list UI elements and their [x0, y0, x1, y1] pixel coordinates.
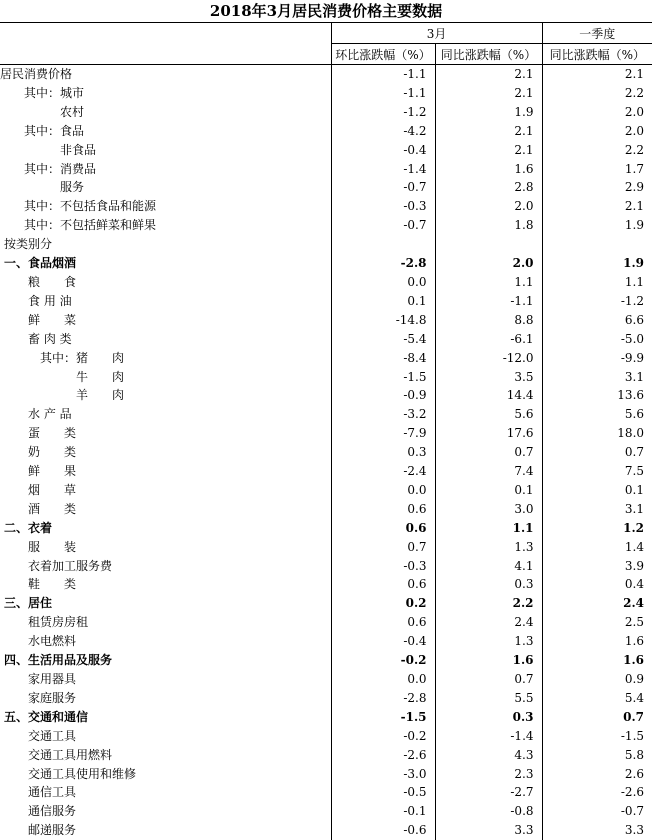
row-label-cell — [0, 632, 331, 651]
yoy-value: 7.4 — [435, 462, 542, 481]
table-row — [0, 783, 652, 802]
row-label: 酒 类 — [28, 500, 76, 519]
row-label-cell — [0, 783, 331, 802]
row-label-cell — [0, 708, 331, 727]
row-label-cell — [0, 424, 331, 443]
row-label: 鞋 类 — [28, 575, 76, 594]
header-month: 3月 — [331, 23, 542, 44]
table-row — [0, 292, 652, 311]
header-blank — [0, 23, 331, 44]
quarter-yoy-value: 3.3 — [542, 821, 652, 840]
mom-value: 0.3 — [331, 443, 435, 462]
mom-value: -8.4 — [331, 349, 435, 368]
table-row — [0, 481, 652, 500]
quarter-yoy-value: 7.5 — [542, 462, 652, 481]
row-label: 鲜 果 — [28, 462, 76, 481]
quarter-yoy-value: 2.5 — [542, 613, 652, 632]
row-label-cell — [0, 802, 331, 821]
table-row — [0, 84, 652, 103]
table-row — [0, 141, 652, 160]
row-label-cell — [0, 405, 331, 424]
mom-value: -2.4 — [331, 462, 435, 481]
quarter-yoy-value: 13.6 — [542, 386, 652, 405]
yoy-value: 2.0 — [435, 197, 542, 216]
row-label: 其中：不包括鲜菜和鲜果 — [24, 216, 156, 235]
table-row — [0, 405, 652, 424]
mom-value: -1.5 — [331, 708, 435, 727]
row-label-cell — [0, 689, 331, 708]
quarter-yoy-value — [542, 235, 652, 254]
row-label: 家用器具 — [28, 670, 76, 689]
header-quarter-yoy: 同比涨跌幅（%） — [542, 44, 652, 65]
row-label: 水 产 品 — [28, 405, 72, 424]
quarter-yoy-value: -1.5 — [542, 727, 652, 746]
mom-value: -4.2 — [331, 122, 435, 141]
mom-value: -0.9 — [331, 386, 435, 405]
row-label: 水电燃料 — [28, 632, 76, 651]
yoy-value: 1.1 — [435, 273, 542, 292]
mom-value: -1.2 — [331, 103, 435, 122]
row-label: 交通工具使用和维修 — [28, 765, 136, 784]
row-label: 牛 肉 — [76, 368, 124, 387]
mom-value: -3.0 — [331, 765, 435, 784]
row-label: 农村 — [60, 103, 84, 122]
row-label-cell — [0, 500, 331, 519]
quarter-yoy-value: 0.7 — [542, 708, 652, 727]
table-body — [0, 65, 652, 840]
table-row — [0, 311, 652, 330]
row-label-cell — [0, 311, 331, 330]
table-row — [0, 765, 652, 784]
table-row — [0, 122, 652, 141]
mom-value: -0.1 — [331, 802, 435, 821]
yoy-value: 1.3 — [435, 632, 542, 651]
mom-value: -14.8 — [331, 311, 435, 330]
yoy-value: 2.8 — [435, 178, 542, 197]
mom-value: -5.4 — [331, 330, 435, 349]
row-label-cell — [0, 651, 331, 670]
row-label: 二、衣着 — [4, 519, 52, 538]
yoy-value: 3.3 — [435, 821, 542, 840]
row-label: 蛋 类 — [28, 424, 76, 443]
quarter-yoy-value: 1.6 — [542, 651, 652, 670]
table-row — [0, 254, 652, 273]
table-row — [0, 708, 652, 727]
yoy-value: 14.4 — [435, 386, 542, 405]
mom-value: -0.2 — [331, 651, 435, 670]
header-row-1 — [0, 23, 652, 44]
yoy-value: 1.8 — [435, 216, 542, 235]
row-label: 其中：猪 肉 — [40, 349, 124, 368]
quarter-yoy-value: 2.0 — [542, 122, 652, 141]
row-label: 羊 肉 — [76, 386, 124, 405]
yoy-value: -1.4 — [435, 727, 542, 746]
row-label: 非食品 — [60, 141, 96, 160]
yoy-value: 1.9 — [435, 103, 542, 122]
quarter-yoy-value: 5.6 — [542, 405, 652, 424]
table-row — [0, 178, 652, 197]
table-row — [0, 500, 652, 519]
yoy-value: 0.7 — [435, 443, 542, 462]
quarter-yoy-value: 3.1 — [542, 368, 652, 387]
row-label-cell — [0, 746, 331, 765]
mom-value: 0.1 — [331, 292, 435, 311]
row-label-cell — [0, 141, 331, 160]
quarter-yoy-value: -5.0 — [542, 330, 652, 349]
yoy-value: -0.8 — [435, 802, 542, 821]
quarter-yoy-value: 6.6 — [542, 311, 652, 330]
table-row — [0, 613, 652, 632]
mom-value: -0.5 — [331, 783, 435, 802]
row-label-cell — [0, 178, 331, 197]
yoy-value: -2.7 — [435, 783, 542, 802]
row-label-cell — [0, 462, 331, 481]
row-label-cell — [0, 273, 331, 292]
row-label: 通信服务 — [28, 802, 76, 821]
yoy-value: 2.1 — [435, 65, 542, 84]
row-label-cell — [0, 216, 331, 235]
quarter-yoy-value: 0.4 — [542, 575, 652, 594]
cpi-table — [0, 22, 652, 840]
row-label: 交通工具用燃料 — [28, 746, 112, 765]
yoy-value: 2.0 — [435, 254, 542, 273]
mom-value: 0.0 — [331, 273, 435, 292]
quarter-yoy-value: 0.9 — [542, 670, 652, 689]
yoy-value: 3.0 — [435, 500, 542, 519]
row-label: 其中：不包括食品和能源 — [24, 197, 156, 216]
mom-value: -0.7 — [331, 178, 435, 197]
quarter-yoy-value: 1.7 — [542, 160, 652, 179]
mom-value: -2.8 — [331, 254, 435, 273]
row-label: 奶 类 — [28, 443, 76, 462]
mom-value: -1.5 — [331, 368, 435, 387]
table-row — [0, 575, 652, 594]
yoy-value: -1.1 — [435, 292, 542, 311]
row-label: 一、食品烟酒 — [4, 254, 76, 273]
row-label: 其中：食品 — [24, 122, 84, 141]
row-label: 其中：城市 — [24, 84, 84, 103]
table-row — [0, 689, 652, 708]
header-quarter: 一季度 — [542, 23, 652, 44]
table-row — [0, 821, 652, 840]
table-row — [0, 594, 652, 613]
table-row — [0, 651, 652, 670]
row-label-cell — [0, 65, 331, 84]
mom-value: -2.8 — [331, 689, 435, 708]
row-label: 服务 — [60, 178, 84, 197]
row-label: 按类别分 — [4, 235, 52, 254]
yoy-value: 1.6 — [435, 160, 542, 179]
row-label-cell — [0, 386, 331, 405]
quarter-yoy-value: 2.0 — [542, 103, 652, 122]
mom-value: -0.4 — [331, 632, 435, 651]
page-title: 2018年3月居民消费价格主要数据 — [0, 2, 652, 20]
table-row — [0, 538, 652, 557]
row-label-cell — [0, 727, 331, 746]
mom-value: -0.6 — [331, 821, 435, 840]
row-label: 居民消费价格 — [0, 65, 72, 84]
yoy-value: 2.1 — [435, 122, 542, 141]
table-row — [0, 65, 652, 84]
yoy-value: 4.3 — [435, 746, 542, 765]
header-blank-2 — [0, 44, 331, 65]
row-label-cell — [0, 292, 331, 311]
quarter-yoy-value: 1.2 — [542, 519, 652, 538]
row-label: 粮 食 — [28, 273, 76, 292]
table-row — [0, 103, 652, 122]
row-label-cell — [0, 821, 331, 840]
row-label-cell — [0, 368, 331, 387]
quarter-yoy-value: 0.1 — [542, 481, 652, 500]
table-row — [0, 462, 652, 481]
quarter-yoy-value: 2.2 — [542, 141, 652, 160]
yoy-value: 1.3 — [435, 538, 542, 557]
row-label-cell — [0, 160, 331, 179]
mom-value: 0.0 — [331, 481, 435, 500]
table-row — [0, 273, 652, 292]
quarter-yoy-value: 2.4 — [542, 594, 652, 613]
table-row — [0, 216, 652, 235]
quarter-yoy-value: 2.9 — [542, 178, 652, 197]
row-label-cell — [0, 765, 331, 784]
row-label: 四、生活用品及服务 — [4, 651, 112, 670]
quarter-yoy-value: 2.1 — [542, 65, 652, 84]
quarter-yoy-value: 18.0 — [542, 424, 652, 443]
table-row — [0, 349, 652, 368]
row-label-cell — [0, 670, 331, 689]
yoy-value: 0.7 — [435, 670, 542, 689]
quarter-yoy-value: 2.6 — [542, 765, 652, 784]
mom-value: -2.6 — [331, 746, 435, 765]
row-label: 通信工具 — [28, 783, 76, 802]
row-label-cell — [0, 84, 331, 103]
yoy-value: -6.1 — [435, 330, 542, 349]
quarter-yoy-value: 1.1 — [542, 273, 652, 292]
row-label: 其中：消费品 — [24, 160, 96, 179]
row-label-cell — [0, 254, 331, 273]
mom-value: 0.0 — [331, 670, 435, 689]
table-row — [0, 235, 652, 254]
mom-value: -0.3 — [331, 557, 435, 576]
quarter-yoy-value: 1.4 — [542, 538, 652, 557]
quarter-yoy-value: 5.4 — [542, 689, 652, 708]
yoy-value: 0.1 — [435, 481, 542, 500]
table-row — [0, 330, 652, 349]
quarter-yoy-value: 1.9 — [542, 254, 652, 273]
row-label-cell — [0, 330, 331, 349]
yoy-value: 3.5 — [435, 368, 542, 387]
row-label: 三、居住 — [4, 594, 52, 613]
mom-value: 0.7 — [331, 538, 435, 557]
row-label: 畜 肉 类 — [28, 330, 72, 349]
table-row — [0, 443, 652, 462]
mom-value: -1.1 — [331, 84, 435, 103]
table-row — [0, 632, 652, 651]
quarter-yoy-value: 1.9 — [542, 216, 652, 235]
quarter-yoy-value: -0.7 — [542, 802, 652, 821]
row-label-cell — [0, 235, 331, 254]
row-label-cell — [0, 197, 331, 216]
quarter-yoy-value: 5.8 — [542, 746, 652, 765]
mom-value: -0.4 — [331, 141, 435, 160]
mom-value: 0.6 — [331, 500, 435, 519]
yoy-value: 0.3 — [435, 708, 542, 727]
mom-value: 0.2 — [331, 594, 435, 613]
row-label: 租赁房房租 — [28, 613, 88, 632]
yoy-value: 2.2 — [435, 594, 542, 613]
row-label-cell — [0, 103, 331, 122]
row-label-cell — [0, 594, 331, 613]
yoy-value: 2.1 — [435, 84, 542, 103]
yoy-value: 1.6 — [435, 651, 542, 670]
table-row — [0, 802, 652, 821]
mom-value: 0.6 — [331, 519, 435, 538]
yoy-value: 4.1 — [435, 557, 542, 576]
table-row — [0, 746, 652, 765]
yoy-value: 1.1 — [435, 519, 542, 538]
mom-value: -0.7 — [331, 216, 435, 235]
yoy-value: 8.8 — [435, 311, 542, 330]
mom-value — [331, 235, 435, 254]
row-label: 鲜 菜 — [28, 311, 76, 330]
yoy-value: 2.3 — [435, 765, 542, 784]
row-label: 衣着加工服务费 — [28, 557, 112, 576]
row-label: 烟 草 — [28, 481, 76, 500]
row-label: 食 用 油 — [28, 292, 72, 311]
row-label-cell — [0, 122, 331, 141]
yoy-value: 5.6 — [435, 405, 542, 424]
row-label: 邮递服务 — [28, 821, 76, 840]
row-label-cell — [0, 519, 331, 538]
row-label-cell — [0, 481, 331, 500]
table-row — [0, 519, 652, 538]
row-label-cell — [0, 613, 331, 632]
mom-value: -3.2 — [331, 405, 435, 424]
table-row — [0, 368, 652, 387]
mom-value: 0.6 — [331, 613, 435, 632]
quarter-yoy-value: 0.7 — [542, 443, 652, 462]
row-label: 五、交通和通信 — [4, 708, 88, 727]
quarter-yoy-value: 2.2 — [542, 84, 652, 103]
row-label-cell — [0, 557, 331, 576]
quarter-yoy-value: -1.2 — [542, 292, 652, 311]
yoy-value: 17.6 — [435, 424, 542, 443]
table-row — [0, 557, 652, 576]
quarter-yoy-value: 3.1 — [542, 500, 652, 519]
header-mom: 环比涨跌幅（%） — [331, 44, 435, 65]
table-row — [0, 727, 652, 746]
quarter-yoy-value: -2.6 — [542, 783, 652, 802]
table-row — [0, 386, 652, 405]
quarter-yoy-value: -9.9 — [542, 349, 652, 368]
yoy-value — [435, 235, 542, 254]
header-row-2 — [0, 44, 652, 65]
table-row — [0, 424, 652, 443]
quarter-yoy-value: 3.9 — [542, 557, 652, 576]
mom-value: -0.3 — [331, 197, 435, 216]
row-label-cell — [0, 349, 331, 368]
yoy-value: 2.1 — [435, 141, 542, 160]
table-row — [0, 670, 652, 689]
mom-value: -0.2 — [331, 727, 435, 746]
row-label-cell — [0, 575, 331, 594]
mom-value: -7.9 — [331, 424, 435, 443]
row-label: 家庭服务 — [28, 689, 76, 708]
mom-value: -1.4 — [331, 160, 435, 179]
row-label: 交通工具 — [28, 727, 76, 746]
table-row — [0, 197, 652, 216]
yoy-value: -12.0 — [435, 349, 542, 368]
row-label-cell — [0, 443, 331, 462]
yoy-value: 2.4 — [435, 613, 542, 632]
quarter-yoy-value: 2.1 — [542, 197, 652, 216]
table-row — [0, 160, 652, 179]
yoy-value: 0.3 — [435, 575, 542, 594]
row-label-cell — [0, 538, 331, 557]
quarter-yoy-value: 1.6 — [542, 632, 652, 651]
row-label: 服 装 — [28, 538, 76, 557]
yoy-value: 5.5 — [435, 689, 542, 708]
header-yoy: 同比涨跌幅（%） — [435, 44, 542, 65]
mom-value: 0.6 — [331, 575, 435, 594]
mom-value: -1.1 — [331, 65, 435, 84]
